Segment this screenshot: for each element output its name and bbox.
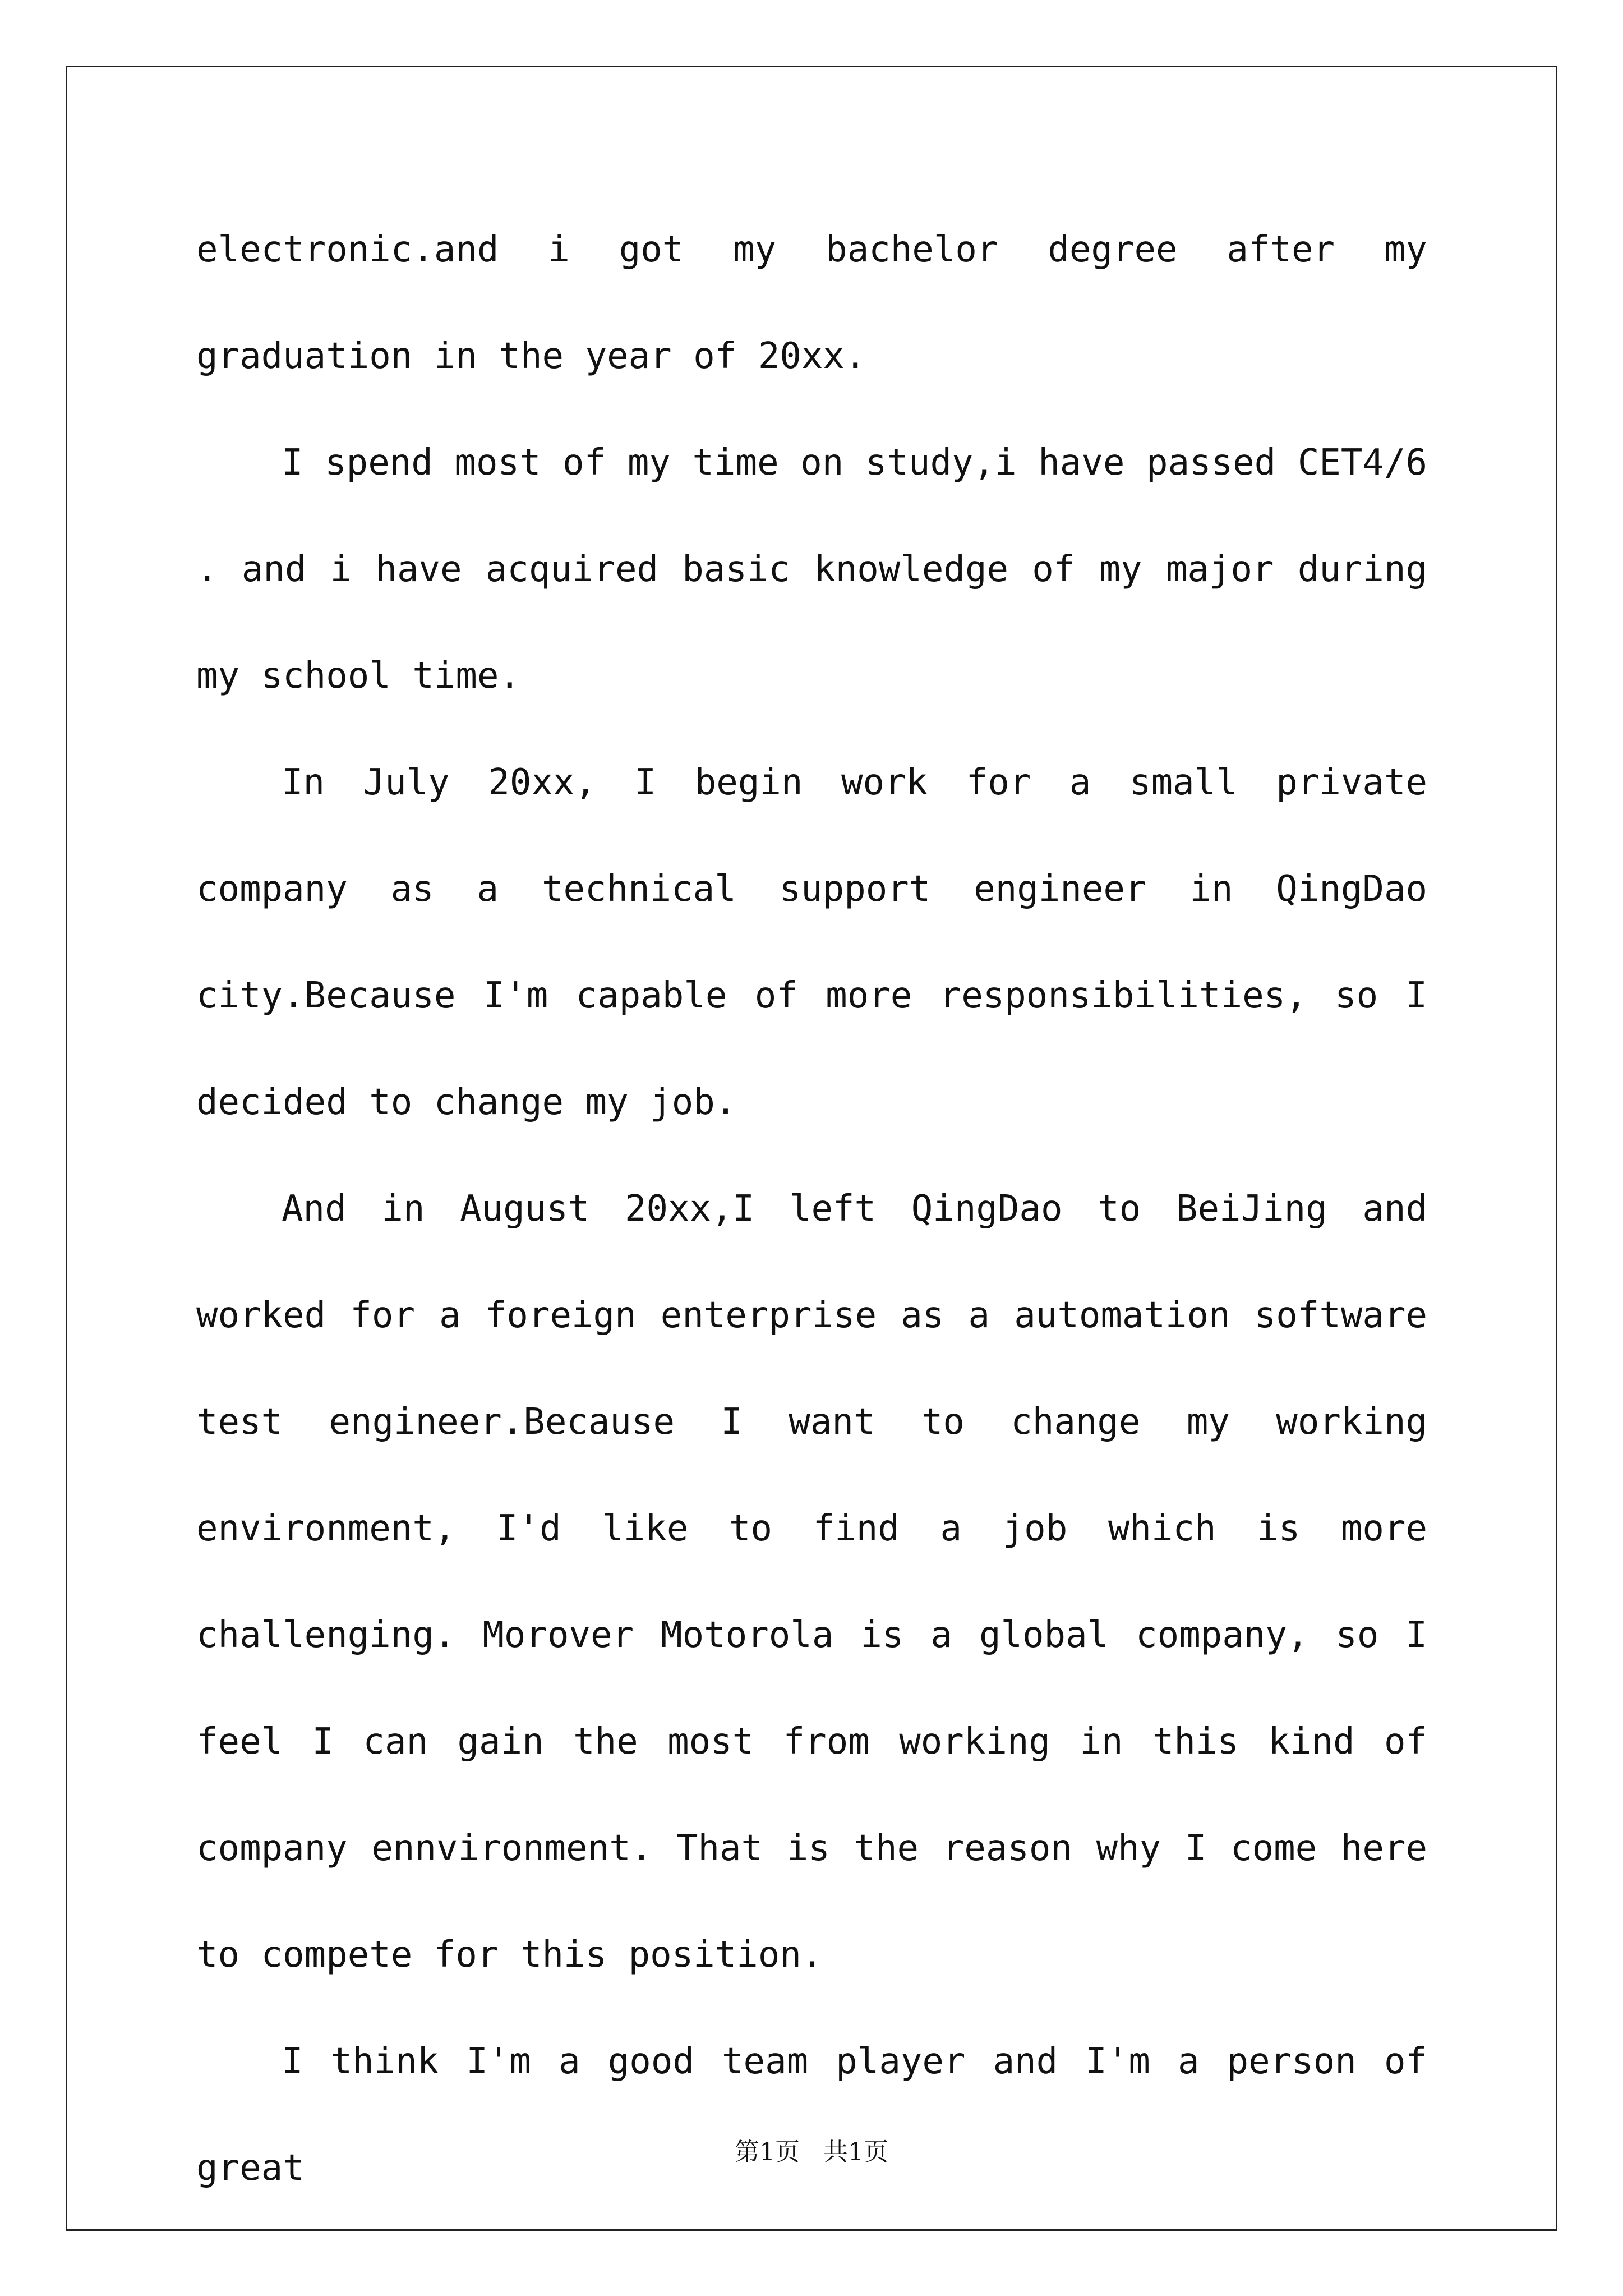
- paragraph: I think I'm a good team player and I'm a person of great: [196, 2041, 1427, 2189]
- document-body: [196, 196, 1427, 2221]
- paragraph: electronic.and i got my bachelor degree after my graduation in the year of 20xx.: [196, 229, 1427, 377]
- paragraph: In July 20xx, I begin work for a small private company as a technical support engineer in QingDao city.Because I'm capable of more responsibilities, so I decided to change my job.: [196, 762, 1427, 1123]
- paragraph: And in August 20xx,I left QingDao to BeiJing and worked for a foreign enterprise as a automation software test engineer.Because I want to change my working environment, I'd like to find a job which is more challenging. Morover Motorola is a global company, so I feel I can gain the most from working in this kind of company ennvironment. That is the reason why I come here to compete for this position.: [196, 1188, 1427, 1976]
- page-footer: 第1页 共1页: [735, 2138, 888, 2166]
- paragraph: I spend most of my time on study,i have passed CET4/6 . and i have acquired basic knowledge of my major during my school time.: [196, 442, 1427, 697]
